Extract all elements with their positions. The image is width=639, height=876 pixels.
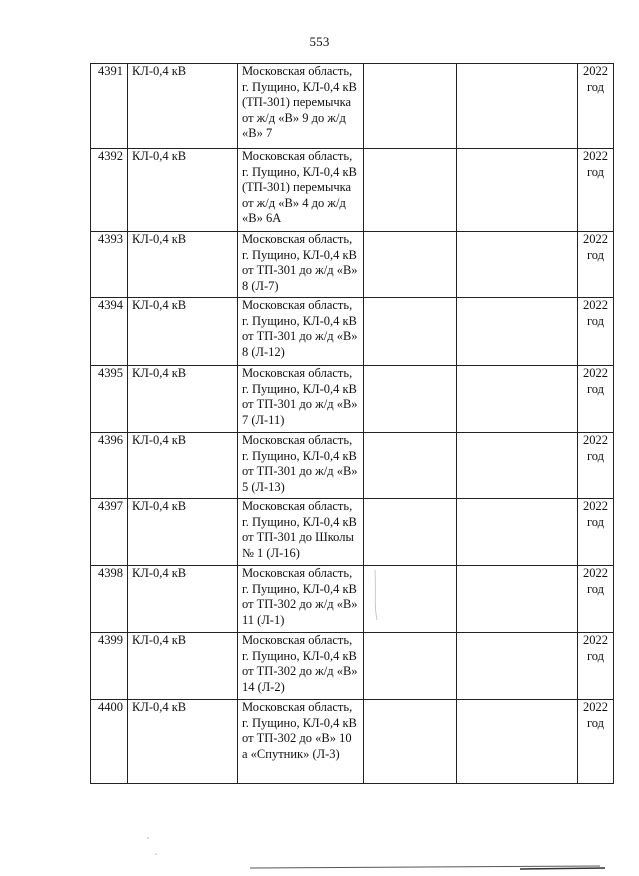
row-number: 4398 [91,566,128,633]
year-cell: 2022 год [578,298,614,366]
year-cell: 2022 год [578,232,614,298]
table-row [91,232,614,298]
object-type: КЛ-0,4 кВ [128,633,238,700]
object-address: Московская область, г. Пущино, КЛ-0,4 кВ (ТП-301) перемычка от ж/д «В» 4 до ж/д «В» 6А [238,149,364,232]
year-cell: 2022 год [578,633,614,700]
table-row [91,700,614,784]
empty-cell [364,366,457,433]
object-address: Московская область, г. Пущино, КЛ-0,4 кВ (ТП-301) перемычка от ж/д «В» 9 до ж/д «В» 7 [238,64,364,149]
row-number: 4392 [91,149,128,232]
year-cell: 2022 год [578,433,614,499]
registry-table [90,63,614,784]
empty-cell [457,64,578,149]
row-number: 4396 [91,433,128,499]
object-address: Московская область, г. Пущино, КЛ-0,4 кВ от ТП-301 до ж/д «В» 8 (Л-7) [238,232,364,298]
object-address: Московская область, г. Пущино, КЛ-0,4 кВ от ТП-301 до ж/д «В» 7 (Л-11) [238,366,364,433]
empty-cell [457,566,578,633]
table-row [91,298,614,366]
year-cell: 2022 год [578,499,614,566]
empty-cell [364,566,457,633]
row-number: 4393 [91,232,128,298]
object-type: КЛ-0,4 кВ [128,64,238,149]
object-type: КЛ-0,4 кВ [128,366,238,433]
scan-mark [520,868,605,869]
object-address: Московская область, г. Пущино, КЛ-0,4 кВ от ТП-302 до «В» 10 а «Спутник» (Л-3) [238,700,364,784]
table-row [91,499,614,566]
year-cell: 2022 год [578,366,614,433]
page-number: 553 [309,34,330,49]
empty-cell [364,633,457,700]
empty-cell [457,298,578,366]
object-type: КЛ-0,4 кВ [128,566,238,633]
year-cell: 2022 год [578,566,614,633]
object-type: КЛ-0,4 кВ [128,499,238,566]
empty-cell [364,64,457,149]
row-number: 4399 [91,633,128,700]
object-type: КЛ-0,4 кВ [128,149,238,232]
registry-table-body [91,64,614,784]
empty-cell [457,232,578,298]
object-type: КЛ-0,4 кВ [128,232,238,298]
empty-cell [457,149,578,232]
table-row [91,633,614,700]
empty-cell [457,633,578,700]
table-row [91,566,614,633]
empty-cell [364,232,457,298]
empty-cell [457,499,578,566]
object-type: КЛ-0,4 кВ [128,433,238,499]
table-row [91,433,614,499]
object-address: Московская область, г. Пущино, КЛ-0,4 кВ от ТП-301 до ж/д «В» 8 (Л-12) [238,298,364,366]
scan-mark [250,866,600,868]
year-cell: 2022 год [578,149,614,232]
row-number: 4394 [91,298,128,366]
row-number: 4400 [91,700,128,784]
scan-dot [147,837,149,839]
object-address: Московская область, г. Пущино, КЛ-0,4 кВ от ТП-301 до Школы № 1 (Л-16) [238,499,364,566]
object-type: КЛ-0,4 кВ [128,298,238,366]
empty-cell [457,366,578,433]
row-number: 4391 [91,64,128,149]
object-address: Московская область, г. Пущино, КЛ-0,4 кВ от ТП-302 до ж/д «В» 14 (Л-2) [238,633,364,700]
year-cell: 2022 год [578,64,614,149]
empty-cell [364,700,457,784]
row-number: 4397 [91,499,128,566]
object-address: Московская область, г. Пущино, КЛ-0,4 кВ от ТП-302 до ж/д «В» 11 (Л-1) [238,566,364,633]
empty-cell [364,298,457,366]
empty-cell [364,499,457,566]
object-type: КЛ-0,4 кВ [128,700,238,784]
empty-cell [457,433,578,499]
object-address: Московская область, г. Пущино, КЛ-0,4 кВ от ТП-301 до ж/д «В» 5 (Л-13) [238,433,364,499]
table-row [91,149,614,232]
table-row [91,366,614,433]
year-cell: 2022 год [578,700,614,784]
empty-cell [364,433,457,499]
empty-cell [457,700,578,784]
empty-cell [364,149,457,232]
table-row [91,64,614,149]
scan-dot [155,853,156,854]
row-number: 4395 [91,366,128,433]
